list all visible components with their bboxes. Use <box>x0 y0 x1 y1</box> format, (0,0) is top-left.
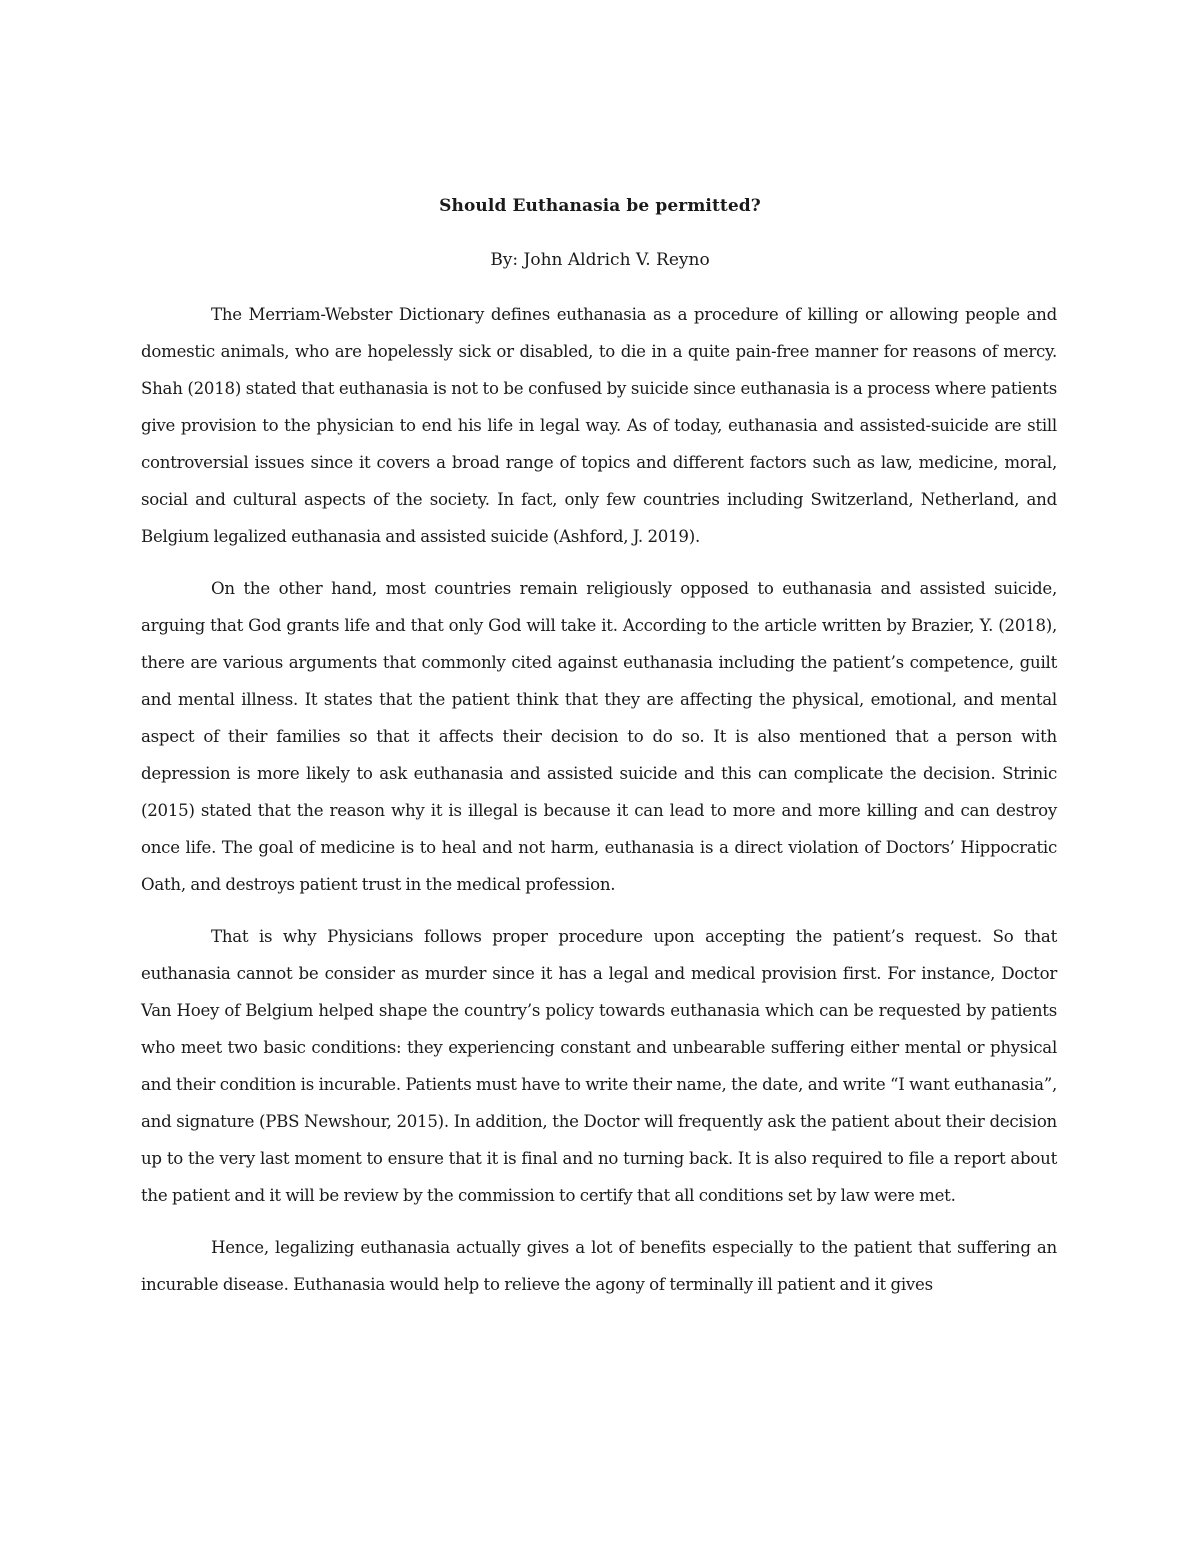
document-body <box>141 296 1057 1318</box>
paragraph-2: On the other hand, most countries remain religiously opposed to euthanasia and assisted suicide, arguing that God grants life and that only God will take it. According to the article written by Brazier, Y. (2018), there are various arguments that commonly cited against euthanasia including the patient’s competence, guilt and mental illness. It states that the patient think that they are affecting the physical, emotional, and mental aspect of their families so that it affects their decision to do so. It is also mentioned that a person with depression is more likely to ask euthanasia and assisted suicide and this can complicate the decision. Strinic (2015) stated that the reason why it is illegal is because it can lead to more and more killing and can destroy once life. The goal of medicine is to heal and not harm, euthanasia is a direct violation of Doctors’ Hippocratic Oath, and destroys patient trust in the medical profession. <box>141 579 1057 894</box>
document-author: By: John Aldrich V. Reyno <box>490 250 710 270</box>
paragraph-4: Hence, legalizing euthanasia actually gives a lot of benefits especially to the patient that suffering an incurable disease. Euthanasia would help to relieve the agony of terminally ill patient and it gives <box>141 1238 1057 1294</box>
document-title: Should Euthanasia be permitted? <box>439 196 761 216</box>
paragraph-1: The Merriam-Webster Dictionary defines euthanasia as a procedure of killing or allowing people and domestic animals, who are hopelessly sick or disabled, to die in a quite pain-free manner for reasons of mercy. Shah (2018) stated that euthanasia is not to be confused by suicide since euthanasia is a process where patients give provision to the physician to end his life in legal way. As of today, euthanasia and assisted-suicide are still controversial issues since it covers a broad range of topics and different factors such as law, medicine, moral, social and cultural aspects of the society. In fact, only few countries including Switzerland, Netherland, and Belgium legalized euthanasia and assisted suicide (Ashford, J. 2019). <box>141 305 1057 546</box>
paragraph-3: That is why Physicians follows proper procedure upon accepting the patient’s request. So that euthanasia cannot be consider as murder since it has a legal and medical provision first. For instance, Doctor Van Hoey of Belgium helped shape the country’s policy towards euthanasia which can be requested by patients who meet two basic conditions: they experiencing constant and unbearable suffering either mental or physical and their condition is incurable. Patients must have to write their name, the date, and write “I want euthanasia”, and signature (PBS Newshour, 2015). In addition, the Doctor will frequently ask the patient about their decision up to the very last moment to ensure that it is final and no turning back. It is also required to file a report about the patient and it will be review by the commission to certify that all conditions set by law were met. <box>141 927 1057 1205</box>
